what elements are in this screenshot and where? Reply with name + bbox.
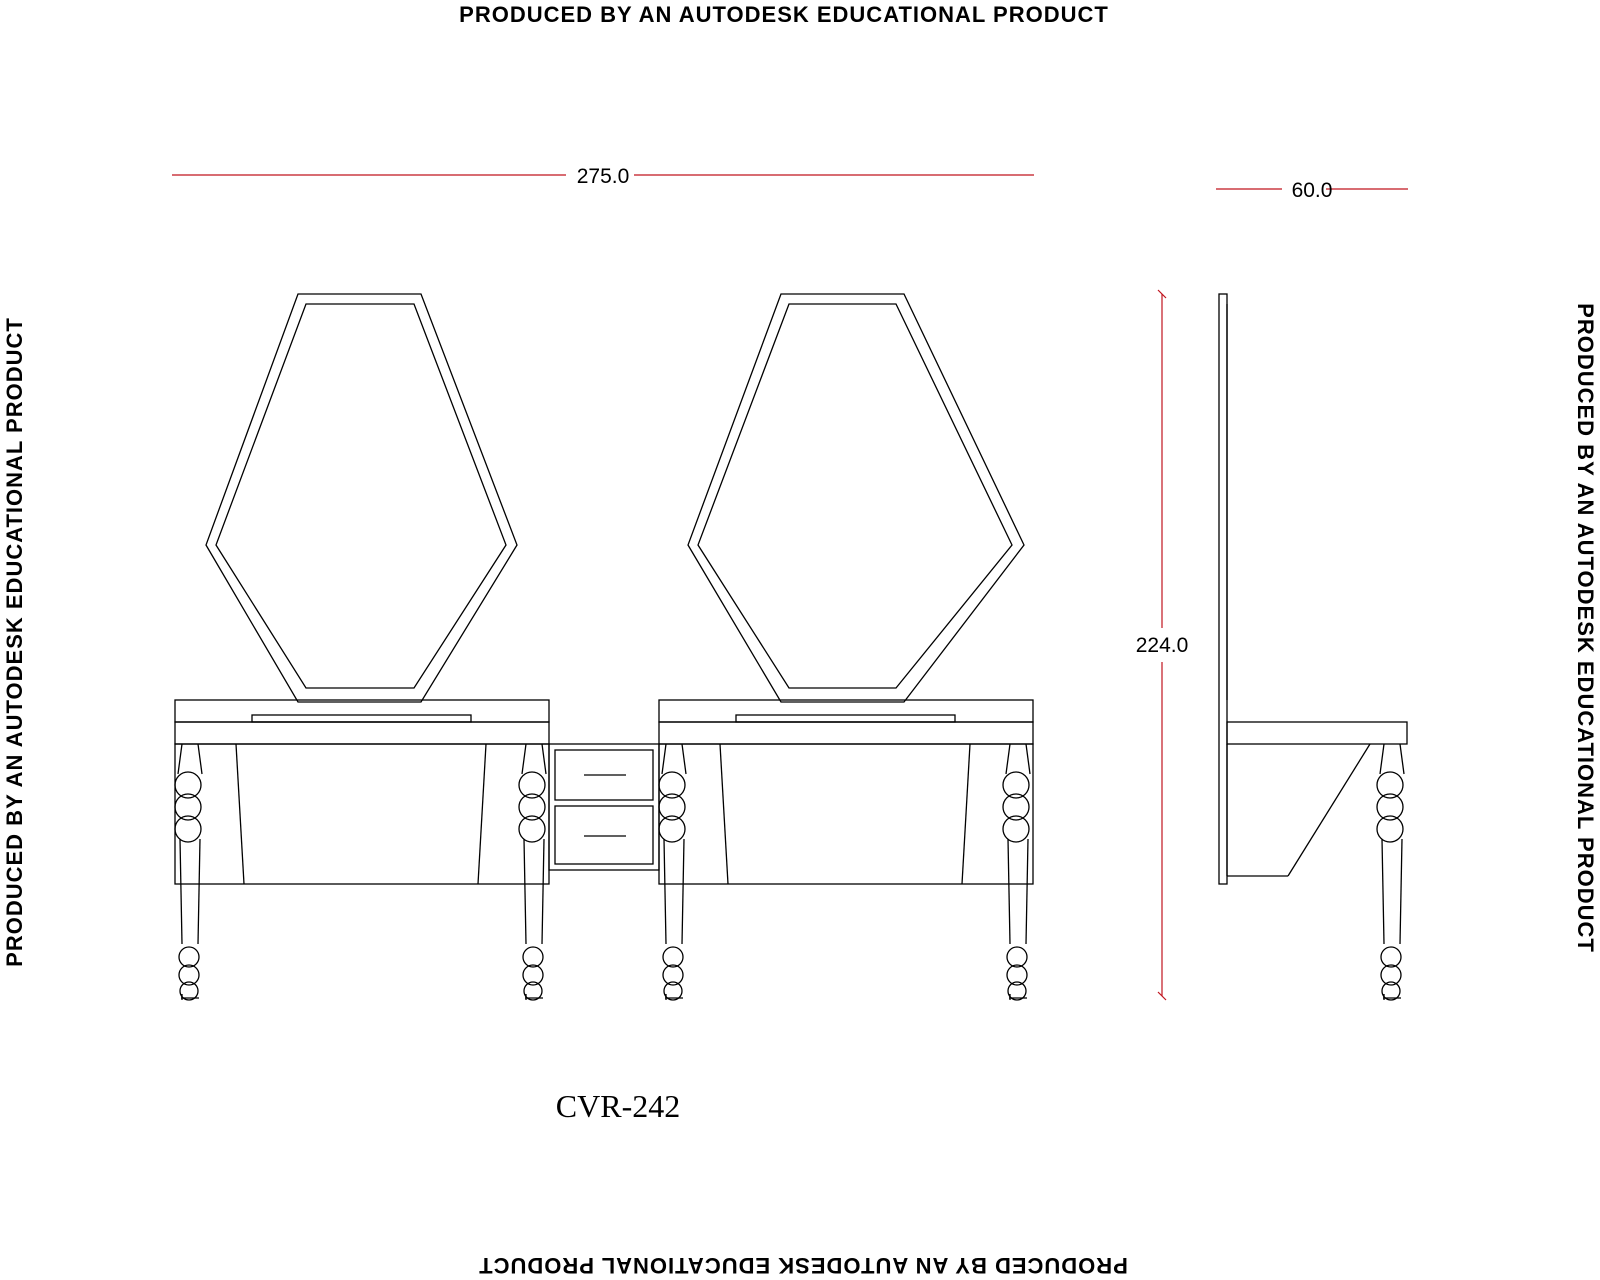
right-mirror [688,294,1024,702]
watermark-bottom: PRODUCED BY AN AUTODESK EDUCATIONAL PRODUCT [478,1253,1128,1278]
watermark-right: PRODUCED BY AN AUTODESK EDUCATIONAL PRODUCT [1573,303,1598,953]
dimension-width-label: 275.0 [576,165,630,188]
dimension-lines [172,175,1408,1000]
dimension-depth-label: 60.0 [1291,179,1333,202]
leg-4 [1003,744,1030,1000]
leg-3 [659,744,686,1000]
leg-2 [519,744,546,1000]
side-view [1219,294,1407,884]
left-mirror [206,294,517,702]
right-vanity [659,700,1033,884]
leg-side [1377,744,1404,1000]
middle-drawer-unit [549,744,659,870]
drawing-code: CVR-242 [555,1088,681,1124]
watermark-top: PRODUCED BY AN AUTODESK EDUCATIONAL PRODUCT [459,2,1109,27]
left-vanity [175,700,549,884]
watermark-left: PRODUCED BY AN AUTODESK EDUCATIONAL PRODUCT [2,317,27,967]
dimension-height-label: 224.0 [1135,634,1189,657]
leg-1 [175,744,202,1000]
